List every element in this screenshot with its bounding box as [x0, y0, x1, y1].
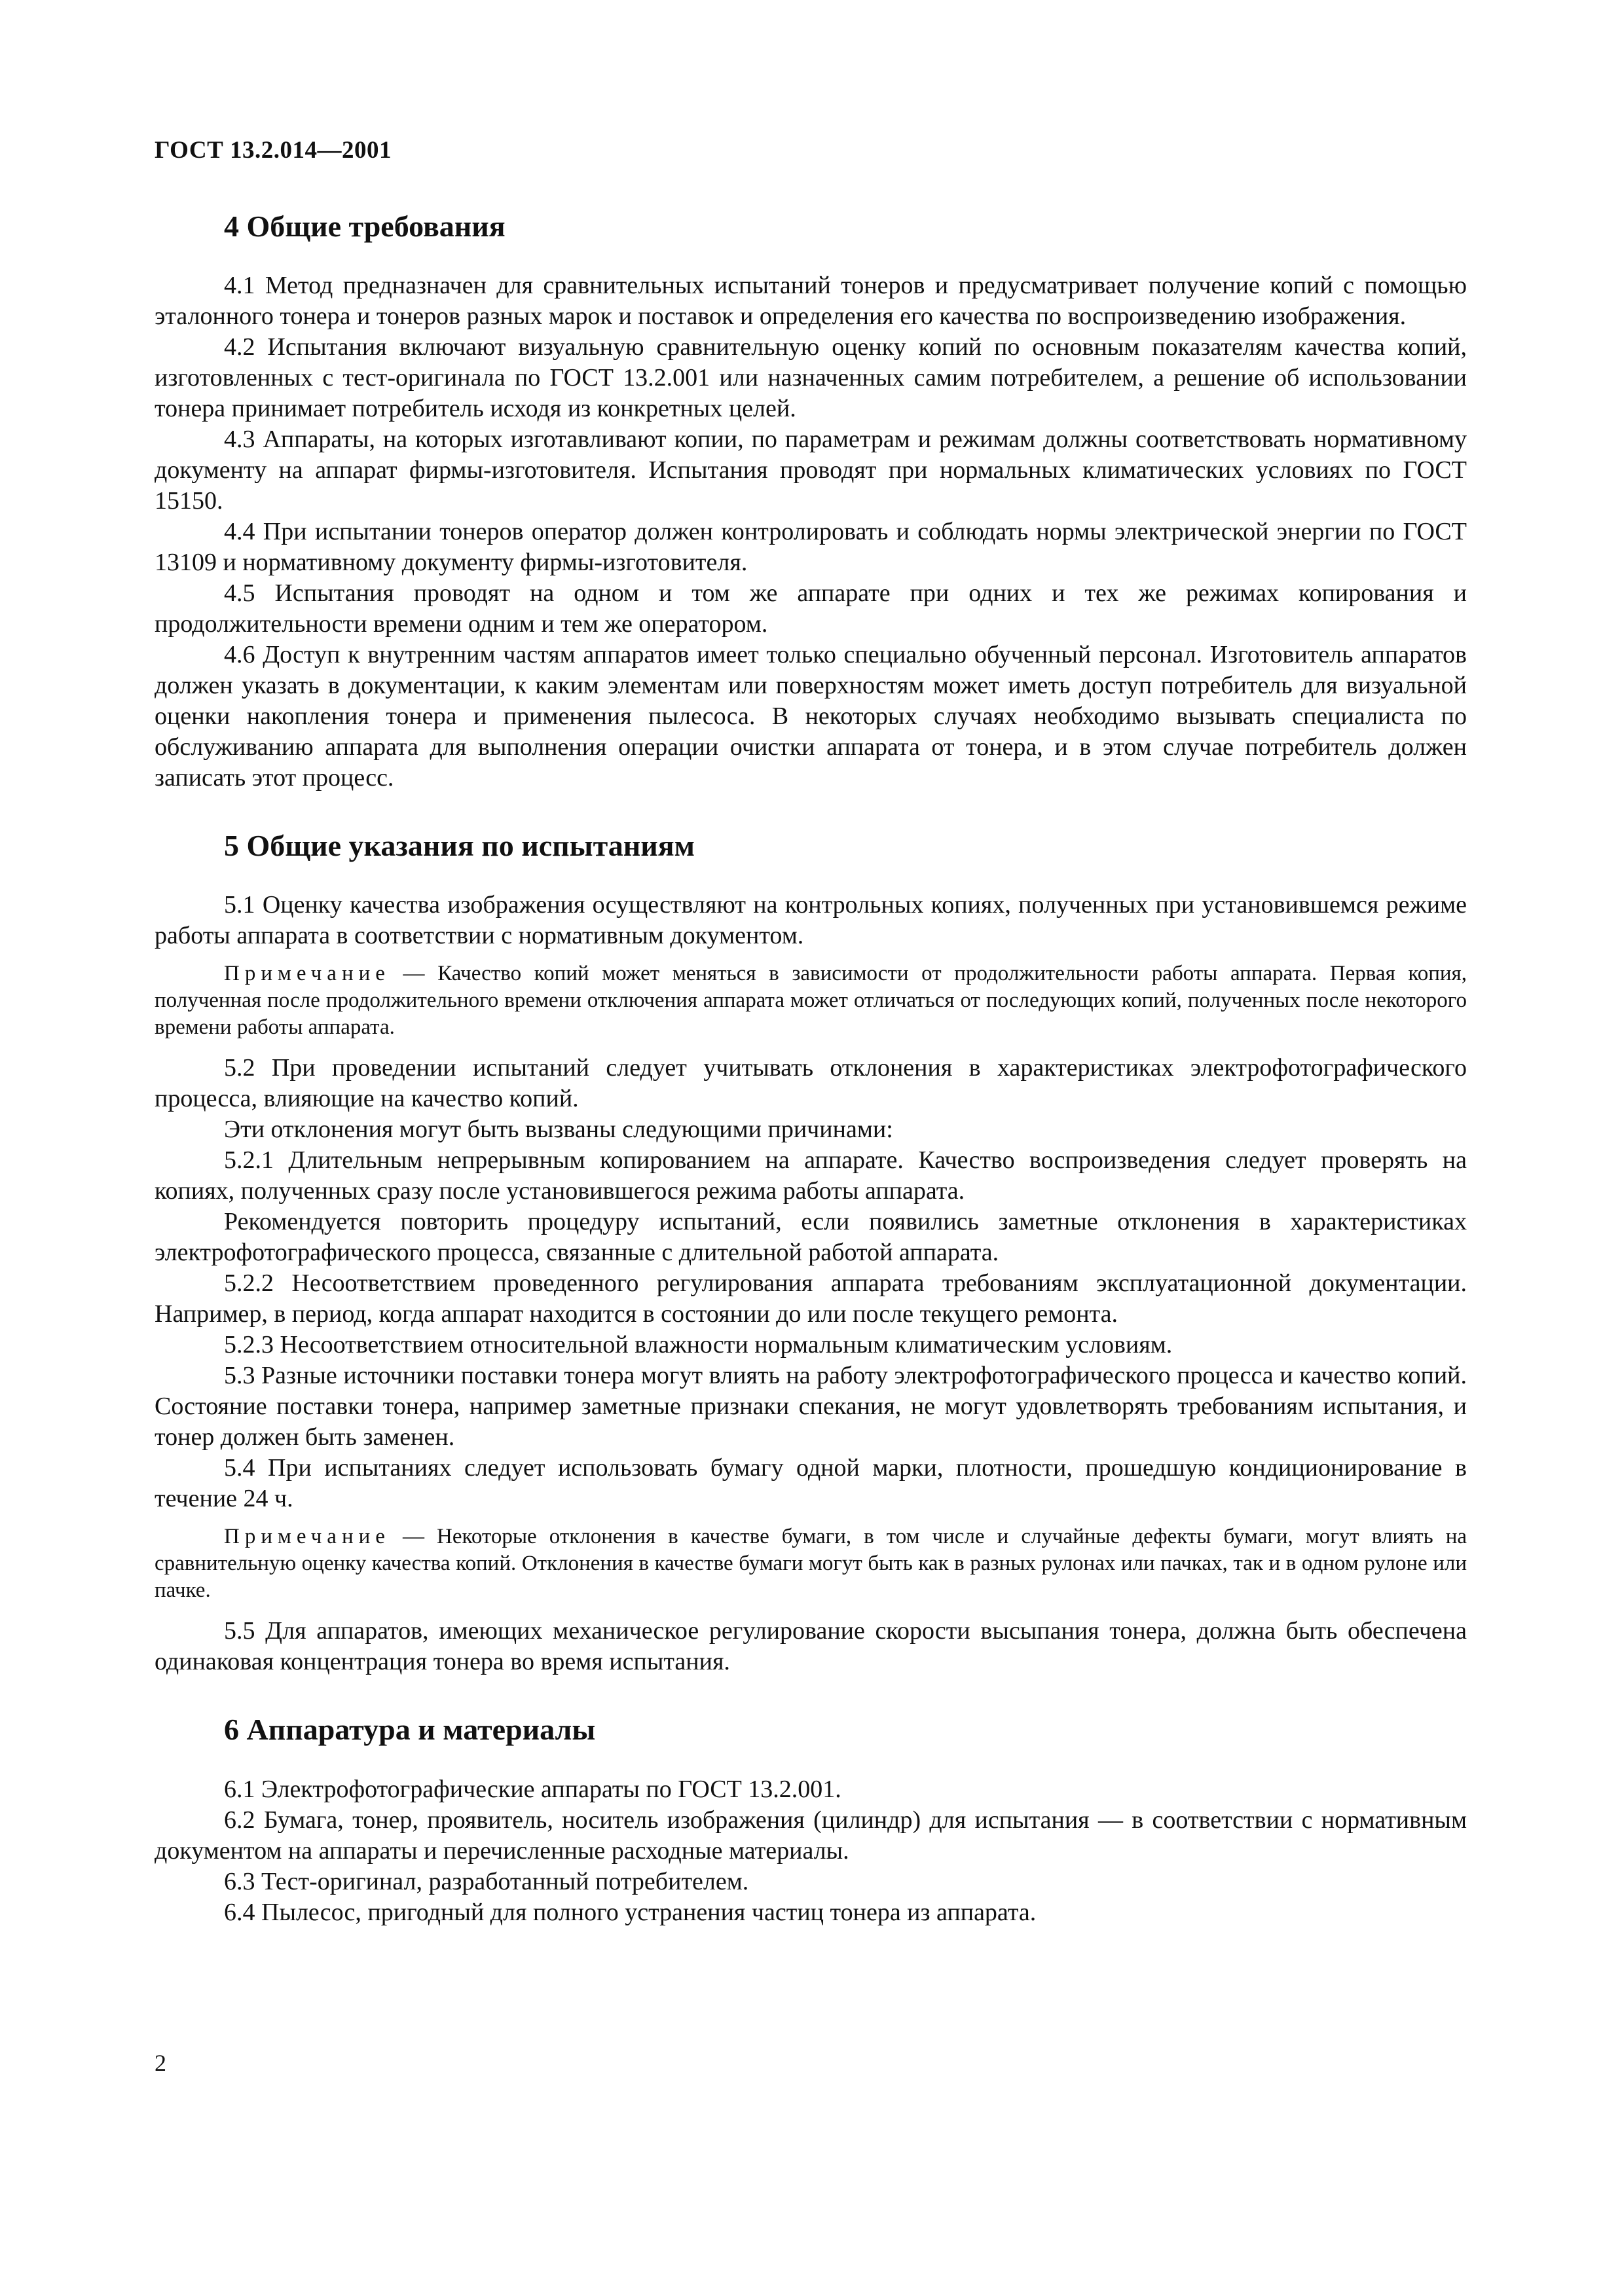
- paragraph: 4.4 При испытании тонеров оператор должен контролировать и соблюдать нормы электрической энергии по ГОСТ 13109 и нормативному документу фирмы-изготовителя.: [155, 518, 1467, 577]
- paragraph: 4.1 Метод предназначен для сравнительных испытаний тонеров и предусматривает получение копий с помощью эталонного тонера и тонеров разных марок и поставок и определения его качества по воспроизведению изображения.: [155, 272, 1467, 331]
- paragraph: 5.1 Оценку качества изображения осуществляют на контрольных копиях, полученных при установившемся режиме работы аппарата в соответствии с нормативным документом.: [155, 891, 1467, 950]
- paragraph: 4.2 Испытания включают визуальную сравнительную оценку копий по основным показателям качества копий, изготовленных с тест-оригинала по ГОСТ 13.2.001 или назначенных самим потребителем, а решение об использовании тонера принимает потребитель исходя из конкретных целей.: [155, 333, 1467, 423]
- note-label: Примечание: [224, 962, 390, 986]
- paragraph: 5.2.2 Несоответствием проведенного регулирования аппарата требованиям эксплуатационной документации. Например, в период, когда аппарат находится в состоянии до или после текущего ремонта.: [155, 1269, 1467, 1328]
- paragraph: 4.6 Доступ к внутренним частям аппаратов имеет только специально обученный персонал. Изготовитель аппаратов должен указать в документации, к каким элементам или поверхностям может иметь доступ потребитель для визуальной оценки накопления тонера и применения пылесоса. В некоторых случаях необходимо вызывать специалиста по обслуживанию аппарата для выполнения операции очистки аппарата от тонера, и в этом случае потребитель должен записать этот процесс.: [155, 641, 1467, 792]
- paragraph: 4.3 Аппараты, на которых изготавливают копии, по параметрам и режимам должны соответствовать нормативному документу на аппарат фирмы-изготовителя. Испытания проводят при нормальных климатических условиях по ГОСТ 15150.: [155, 426, 1467, 515]
- document-body: [155, 196, 1467, 1928]
- paragraph: 6.2 Бумага, тонер, проявитель, носитель изображения (цилиндр) для испытания — в соответствии с нормативным документом на аппараты и перечисленные расходные материалы.: [155, 1806, 1467, 1865]
- section-title: 6 Аппаратура и материалы: [224, 1713, 596, 1747]
- paragraph: Эти отклонения могут быть вызваны следующими причинами:: [224, 1116, 893, 1144]
- page-number: 2: [155, 2050, 166, 2076]
- note-label: Примечание: [224, 1525, 390, 1549]
- paragraph: 5.2.1 Длительным непрерывным копированием на аппарате. Качество воспроизведения следует проверять на копиях, полученных сразу после установившегося режима работы аппарата.: [155, 1146, 1467, 1205]
- section-title: 5 Общие указания по испытаниям: [224, 829, 695, 863]
- note-paragraph: [155, 960, 1467, 1041]
- paragraph: 5.5 Для аппаратов, имеющих механическое регулирование скорости высыпания тонера, должна быть обеспечена одинаковая концентрация тонера во время испытания.: [155, 1617, 1467, 1676]
- section-title: 4 Общие требования: [224, 210, 506, 243]
- paragraph: 5.4 При испытаниях следует использовать бумагу одной марки, плотности, прошедшую кондиционирование в течение 24 ч.: [155, 1454, 1467, 1513]
- paragraph: 5.2 При проведении испытаний следует учитывать отклонения в характеристиках электрофотографического процесса, влияющие на качество копий.: [155, 1054, 1467, 1113]
- paragraph: Рекомендуется повторить процедуру испытаний, если появились заметные отклонения в характеристиках электрофотографического процесса, связанные с длительной работой аппарата.: [155, 1208, 1467, 1267]
- paragraph: 6.3 Тест-оригинал, разработанный потребителем.: [224, 1867, 749, 1895]
- paragraph: 5.2.3 Несоответствием относительной влажности нормальным климатическим условиям.: [224, 1331, 1173, 1359]
- paragraph: 4.5 Испытания проводят на одном и том же аппарате при одних и тех же режимах копирования и продолжительности времени одним и тем же оператором.: [155, 579, 1467, 638]
- paragraph: 6.4 Пылесос, пригодный для полного устранения частиц тонера из аппарата.: [224, 1898, 1037, 1926]
- paragraph: 5.3 Разные источники поставки тонера могут влиять на работу электрофотографического процесса и качество копий. Состояние поставки тонера, например заметные признаки спекания, не могут удовлетворять требованиям испытания, и тонер должен быть заменен.: [155, 1362, 1467, 1451]
- note-text: — Качество копий может меняться в зависимости от продолжительности работы аппарата. Первая копия, полученная после продолжительного времени отключения аппарата может отличаться от последующих копий, полученных после некоторого времени работы аппарата.: [155, 962, 1467, 1040]
- paragraph: 6.1 Электрофотографические аппараты по ГОСТ 13.2.001.: [224, 1775, 841, 1803]
- note-text: — Некоторые отклонения в качестве бумаги, в том числе и случайные дефекты бумаги, могут влиять на сравнительную оценку качества копий. Отклонения в качестве бумаги могут быть как в разных рулонах или пачках, так и в одном рулоне или пачке.: [155, 1525, 1467, 1603]
- note-paragraph: [155, 1523, 1467, 1604]
- document-header: ГОСТ 13.2.014—2001: [155, 137, 392, 164]
